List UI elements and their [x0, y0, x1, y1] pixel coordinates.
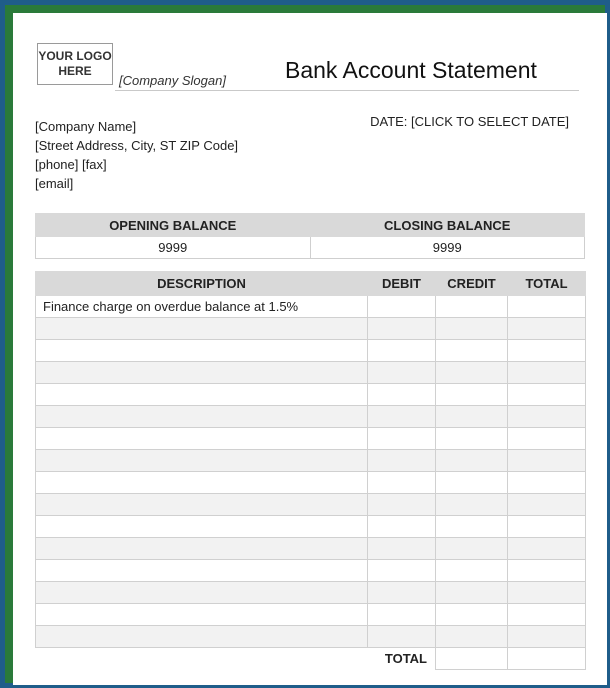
cell-description[interactable]	[36, 318, 368, 340]
closing-balance-value[interactable]: 9999	[310, 237, 585, 259]
cell-total[interactable]	[508, 450, 586, 472]
table-row	[36, 362, 586, 384]
cell-credit[interactable]	[436, 494, 508, 516]
cell-debit[interactable]	[368, 626, 436, 648]
cell-debit[interactable]	[368, 362, 436, 384]
table-row	[36, 384, 586, 406]
cell-description[interactable]	[36, 428, 368, 450]
cell-description[interactable]	[36, 362, 368, 384]
cell-debit[interactable]	[368, 406, 436, 428]
cell-debit[interactable]	[368, 604, 436, 626]
company-name-field[interactable]: [Company Name]	[35, 119, 137, 134]
cell-debit[interactable]	[368, 296, 436, 318]
cell-debit[interactable]	[368, 318, 436, 340]
table-row	[36, 450, 586, 472]
cell-credit[interactable]	[436, 296, 508, 318]
table-row	[36, 296, 586, 318]
page-title: Bank Account Statement	[285, 57, 537, 83]
total-label: TOTAL	[36, 648, 436, 670]
cell-credit[interactable]	[436, 450, 508, 472]
cell-debit[interactable]	[368, 450, 436, 472]
cell-credit[interactable]	[436, 318, 508, 340]
cell-credit[interactable]	[436, 362, 508, 384]
cell-total[interactable]	[508, 472, 586, 494]
company-email-field[interactable]: [email]	[35, 176, 74, 191]
company-slogan[interactable]: [Company Slogan]	[119, 73, 226, 88]
cell-description[interactable]	[36, 516, 368, 538]
cell-debit[interactable]	[368, 472, 436, 494]
cell-debit[interactable]	[368, 582, 436, 604]
total-value-cell[interactable]	[508, 648, 586, 670]
cell-credit[interactable]	[436, 582, 508, 604]
cell-description[interactable]	[36, 384, 368, 406]
opening-balance-value[interactable]: 9999	[36, 237, 311, 259]
cell-total[interactable]	[508, 428, 586, 450]
table-row	[36, 428, 586, 450]
cell-total[interactable]	[508, 494, 586, 516]
cell-description[interactable]	[36, 340, 368, 362]
cell-total[interactable]	[508, 318, 586, 340]
table-row	[36, 582, 586, 604]
cell-total[interactable]	[508, 384, 586, 406]
column-header-description: DESCRIPTION	[36, 272, 368, 296]
closing-balance-header: CLOSING BALANCE	[310, 214, 585, 237]
cell-credit[interactable]	[436, 516, 508, 538]
opening-balance-header: OPENING BALANCE	[36, 214, 311, 237]
cell-total[interactable]	[508, 626, 586, 648]
table-row	[36, 560, 586, 582]
table-row	[36, 340, 586, 362]
cell-credit[interactable]	[436, 626, 508, 648]
cell-description[interactable]	[36, 582, 368, 604]
table-row	[36, 472, 586, 494]
cell-debit[interactable]	[368, 340, 436, 362]
cell-total[interactable]	[508, 582, 586, 604]
cell-total[interactable]	[508, 604, 586, 626]
cell-credit[interactable]	[436, 560, 508, 582]
cell-description[interactable]	[36, 450, 368, 472]
cell-description[interactable]	[36, 472, 368, 494]
cell-credit[interactable]	[436, 384, 508, 406]
cell-description[interactable]	[36, 560, 368, 582]
cell-debit[interactable]	[368, 560, 436, 582]
cell-total[interactable]	[508, 538, 586, 560]
cell-debit[interactable]	[368, 494, 436, 516]
cell-credit[interactable]	[436, 428, 508, 450]
cell-total[interactable]	[508, 560, 586, 582]
cell-debit[interactable]	[368, 384, 436, 406]
cell-total[interactable]	[508, 362, 586, 384]
cell-description[interactable]	[36, 494, 368, 516]
cell-credit[interactable]	[436, 472, 508, 494]
table-row	[36, 406, 586, 428]
column-header-credit: CREDIT	[436, 272, 508, 296]
cell-description[interactable]	[36, 538, 368, 560]
cell-total[interactable]	[508, 516, 586, 538]
total-credit-cell[interactable]	[436, 648, 508, 670]
table-row	[36, 604, 586, 626]
title-divider	[115, 90, 579, 91]
table-row	[36, 494, 586, 516]
logo-placeholder[interactable]: YOUR LOGO HERE	[37, 43, 113, 85]
cell-description[interactable]	[36, 406, 368, 428]
table-row	[36, 626, 586, 648]
table-row	[36, 538, 586, 560]
cell-debit[interactable]	[368, 516, 436, 538]
transactions-table	[35, 271, 586, 670]
column-header-debit: DEBIT	[368, 272, 436, 296]
company-info-block	[35, 117, 238, 193]
cell-debit[interactable]	[368, 428, 436, 450]
date-picker-field[interactable]: DATE: [CLICK TO SELECT DATE]	[370, 114, 569, 129]
cell-description[interactable]: Finance charge on overdue balance at 1.5%	[36, 296, 368, 318]
cell-credit[interactable]	[436, 340, 508, 362]
cell-description[interactable]	[36, 626, 368, 648]
transactions-body	[36, 296, 586, 670]
cell-debit[interactable]	[368, 538, 436, 560]
cell-total[interactable]	[508, 340, 586, 362]
company-phone-fax-field[interactable]: [phone] [fax]	[35, 157, 107, 172]
document-page	[13, 13, 607, 685]
column-header-total: TOTAL	[508, 272, 586, 296]
company-address-field[interactable]: [Street Address, City, ST ZIP Code]	[35, 138, 239, 153]
cell-description[interactable]	[36, 604, 368, 626]
balance-table	[35, 213, 585, 259]
cell-credit[interactable]	[436, 538, 508, 560]
cell-total[interactable]	[508, 406, 586, 428]
table-row	[36, 318, 586, 340]
total-row	[36, 648, 586, 670]
cell-credit[interactable]	[436, 604, 508, 626]
cell-total[interactable]	[508, 296, 586, 318]
cell-credit[interactable]	[436, 406, 508, 428]
table-row	[36, 516, 586, 538]
